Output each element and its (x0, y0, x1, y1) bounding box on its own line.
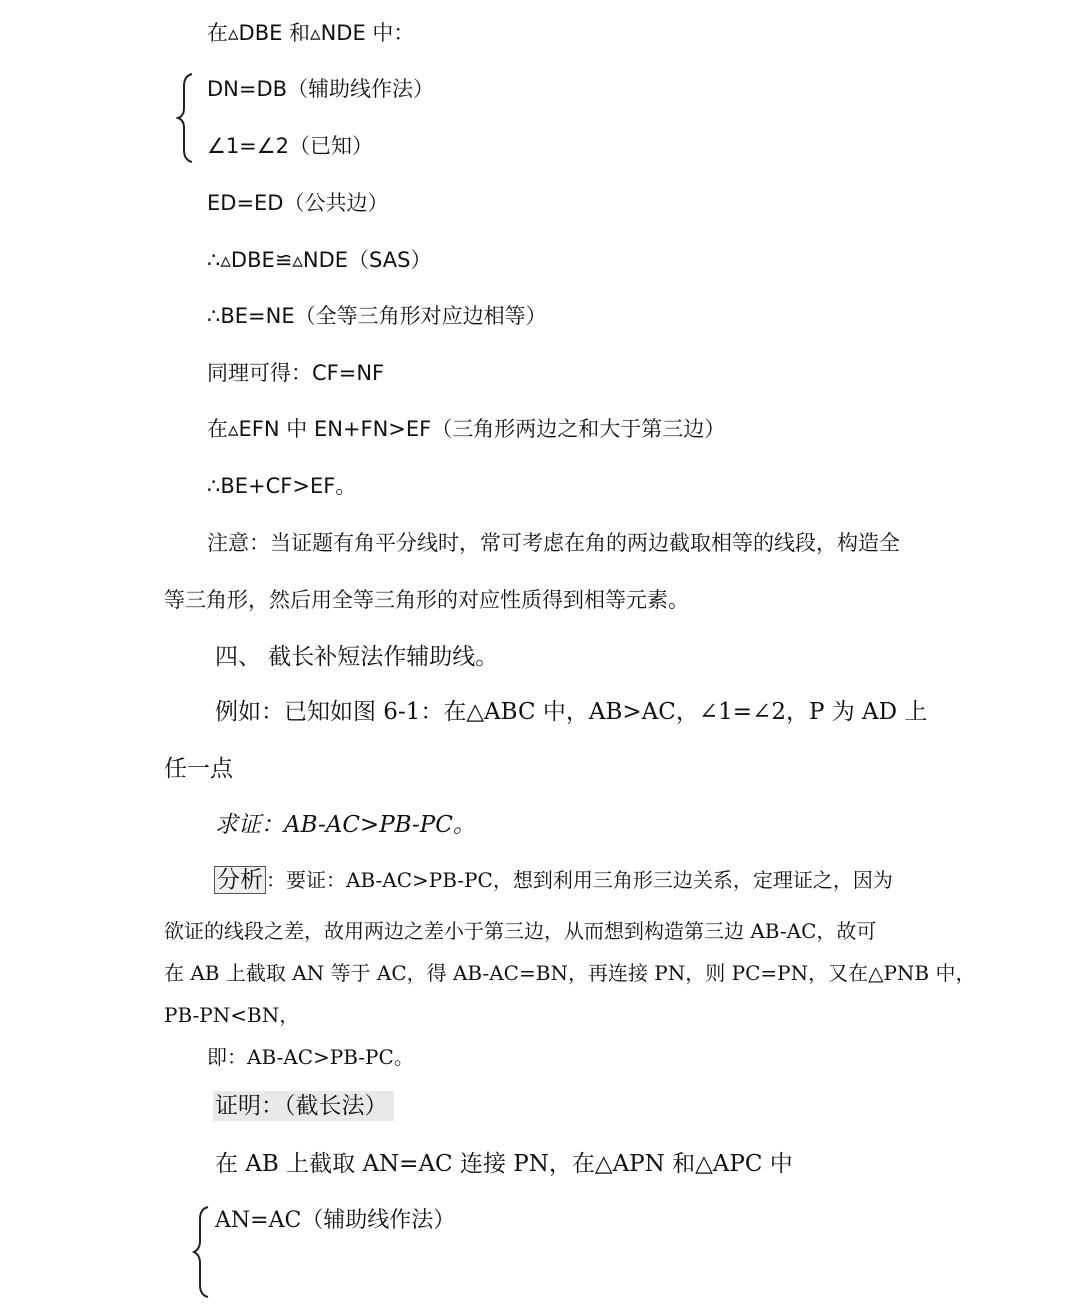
text-line-7: 同理可得：CF=NF (207, 361, 385, 385)
analysis-line-2: 欲证的线段之差，故用两边之差小于第三边，从而想到构造第三边 AB-AC，故可 (164, 919, 877, 943)
analysis-line-1 (214, 866, 893, 894)
text-line-9: ∴BE+CF>EF。 (207, 474, 357, 498)
text-line-3: ∠1=∠2（已知） (207, 134, 373, 158)
note-line-2: 等三角形，然后用全等三角形的对应性质得到相等元素。 (164, 588, 689, 612)
text-line-5: ∴▵DBE≌▵NDE（SAS） (207, 248, 432, 272)
text-line-1: 在▵DBE 和▵NDE 中： (207, 21, 415, 45)
conclusion-line: 即：AB-AC>PB-PC。 (207, 1045, 414, 1069)
prove-statement: 求证：AB-AC>PB-PC。 (215, 812, 476, 838)
left-brace-2 (192, 1205, 212, 1299)
text-line-6: ∴BE=NE（全等三角形对应边相等） (207, 304, 547, 328)
example-line-1: 例如：已知如图 6-1：在△ABC 中，AB>AC，∠1=∠2，P 为 AD 上 (215, 699, 928, 725)
text-line-4: ED=ED（公共边） (207, 191, 389, 215)
section-heading: 四、 截长补短法作辅助线。 (215, 644, 499, 670)
analysis-text: ：要证：AB-AC>PB-PC，想到利用三角形三边关系，定理证之，因为 (266, 868, 893, 892)
note-line-1: 注意：当证题有角平分线时，常可考虑在角的两边截取相等的线段，构造全 (207, 531, 900, 555)
proof-line-1: 在 AB 上截取 AN=AC 连接 PN，在△APN 和△APC 中 (215, 1151, 793, 1177)
analysis-line-3: 在 AB 上截取 AN 等于 AC，得 AB-AC=BN，再连接 PN，则 PC=PN，又在△PNB 中， (164, 961, 976, 985)
analysis-label: 分析 (214, 866, 266, 894)
proof-label: 证明：（截长法） (213, 1091, 394, 1121)
analysis-line-4: PB-PN<BN， (164, 1003, 300, 1027)
proof-heading (213, 1092, 394, 1120)
proof-line-2: AN=AC（辅助线作法） (215, 1208, 456, 1233)
example-line-2: 任一点 (164, 756, 233, 782)
text-line-8: 在▵EFN 中 EN+FN>EF（三角形两边之和大于第三边） (207, 417, 726, 441)
left-brace-1 (176, 72, 196, 164)
text-line-2: DN=DB（辅助线作法） (207, 77, 435, 101)
